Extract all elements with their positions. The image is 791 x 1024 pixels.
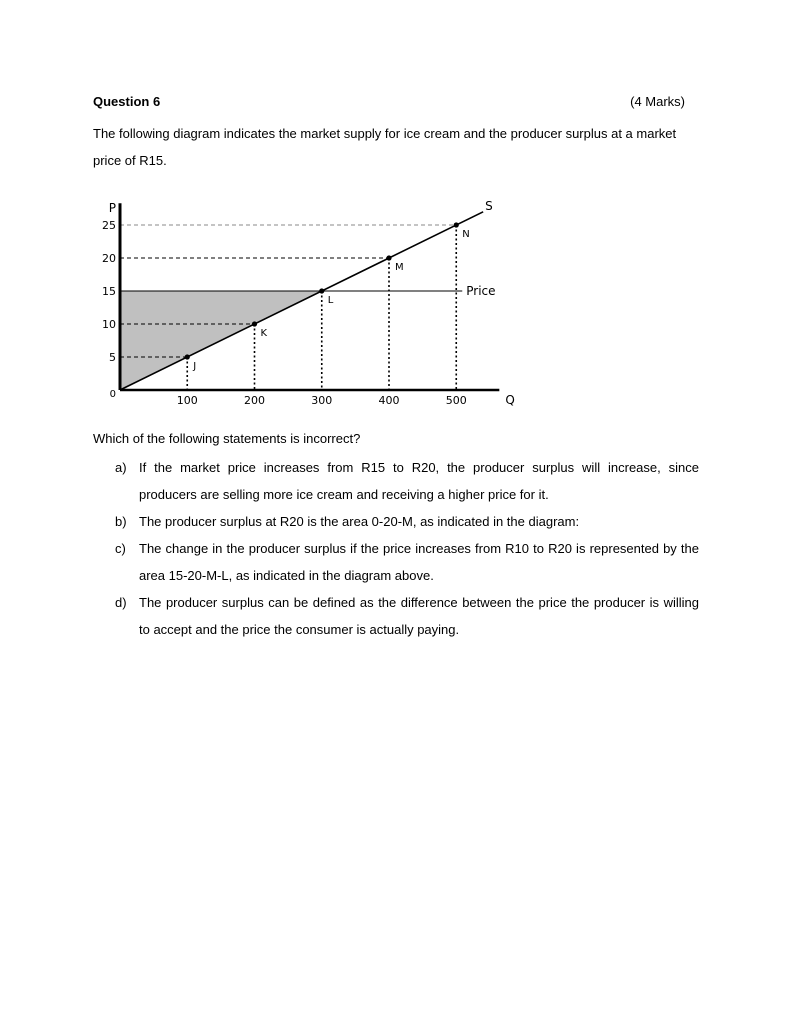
point-label-j: J [193,361,197,372]
answer-options [115,454,699,643]
option-label: c) [115,541,126,556]
question-intro: The following diagram indicates the market supply for ice cream and the producer surplus at a market price of R15. [93,126,677,168]
y-tick-15: 15 [102,285,116,298]
point-m [386,255,391,260]
x-axis-label: Q [505,393,515,407]
point-n [454,222,459,227]
x-tick-500: 500 [445,394,467,407]
price-label: Price [466,284,496,298]
question-marks: (4 Marks) [630,94,685,109]
option-label: d) [115,595,127,610]
y-tick-25: 25 [102,219,116,232]
option-text: If the market price increases from R15 to R20, the producer surplus will increase, since producers are selling more ice cream and receiving a higher price for it. [139,460,699,502]
question-title: Question 6 [93,94,161,109]
y-tick-5: 5 [109,351,116,364]
point-j [185,354,190,359]
point-label-k: K [260,328,268,339]
y-tick-10: 10 [102,318,116,331]
chart-layer [102,199,515,407]
y-tick-20: 20 [102,252,116,265]
point-label-n: N [462,229,470,240]
option-label: b) [115,514,127,529]
option-c[interactable] [115,535,699,589]
option-text: The producer surplus can be defined as the difference between the price the producer is willing to accept and the price the consumer is actually paying. [139,595,699,637]
point-l [319,288,324,293]
option-text: The change in the producer surplus if the price increases from R10 to R20 is represented by the area 15-20-M-L, as indicated in the diagram above. [139,541,699,583]
option-b[interactable] [115,508,699,535]
supply-label: S [485,198,493,213]
option-text: The producer surplus at R20 is the area 0-20-M, as indicated in the diagram: [139,514,580,529]
option-a[interactable] [115,454,699,508]
x-tick-400: 400 [378,394,400,407]
question-header [93,94,685,112]
x-tick-300: 300 [311,394,333,407]
supply-chart [88,198,518,408]
origin-label: 0 [109,389,116,400]
y-axis-label: P [108,201,116,216]
option-d[interactable] [115,589,699,643]
option-label: a) [115,460,127,475]
point-label-m: M [395,262,404,273]
question-prompt: Which of the following statements is incorrect? [93,431,361,446]
point-label-l: L [327,295,334,306]
x-tick-200: 200 [244,394,265,407]
point-k [252,321,257,326]
x-tick-100: 100 [176,394,198,407]
